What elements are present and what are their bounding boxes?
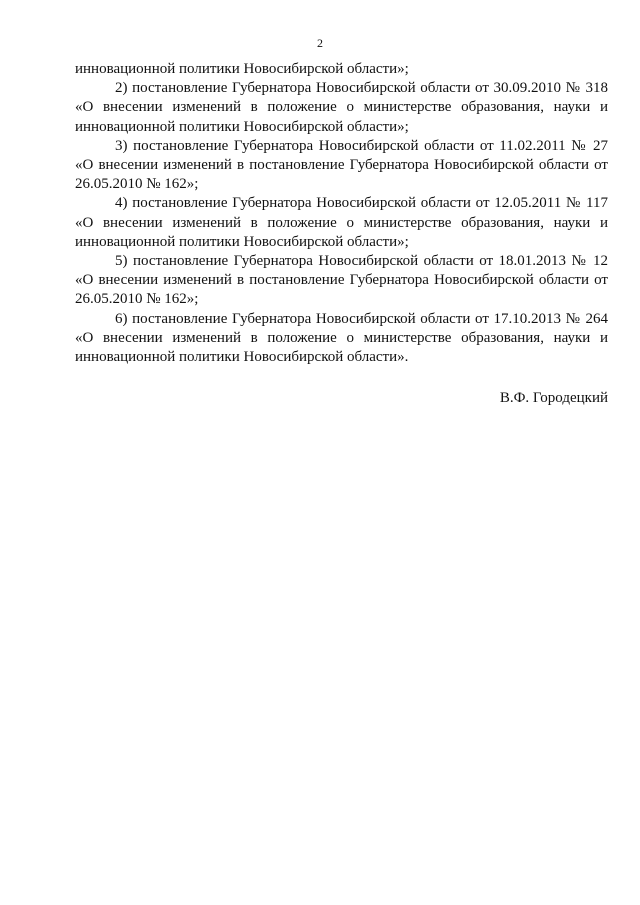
page-number: 2 (317, 36, 323, 50)
list-item: 6) постановление Губернатора Новосибирской области от 17.10.2013 № 264 «О внесении изменений в положение о министерстве образования, науки и инновационной политики Новосибирской области». (75, 310, 608, 366)
list-item: 3) постановление Губернатора Новосибирской области от 11.02.2011 № 27 «О внесении изменений в постановление Губернатора Новосибирской области от 26.05.2010 № 162»; (75, 137, 608, 193)
signature-name: В.Ф. Городецкий (499, 390, 608, 406)
list-item: 4) постановление Губернатора Новосибирской области от 12.05.2011 № 117 «О внесении изменений в положение о министерстве образования, науки и инновационной политики Новосибирской области»; (75, 195, 608, 250)
list-item: 5) постановление Губернатора Новосибирской области от 18.01.2013 № 12 «О внесении изменений в постановление Губернатора Новосибирской области от 26.05.2010 № 162»; (75, 253, 608, 308)
document-body (75, 60, 608, 367)
list-item: 2) постановление Губернатора Новосибирской области от 30.09.2010 № 318 «О внесении изменений в положение о министерстве образования, науки и инновационной политики Новосибирской области»; (75, 80, 608, 135)
paragraph-continuation: инновационной политики Новосибирской области»; (75, 61, 409, 77)
